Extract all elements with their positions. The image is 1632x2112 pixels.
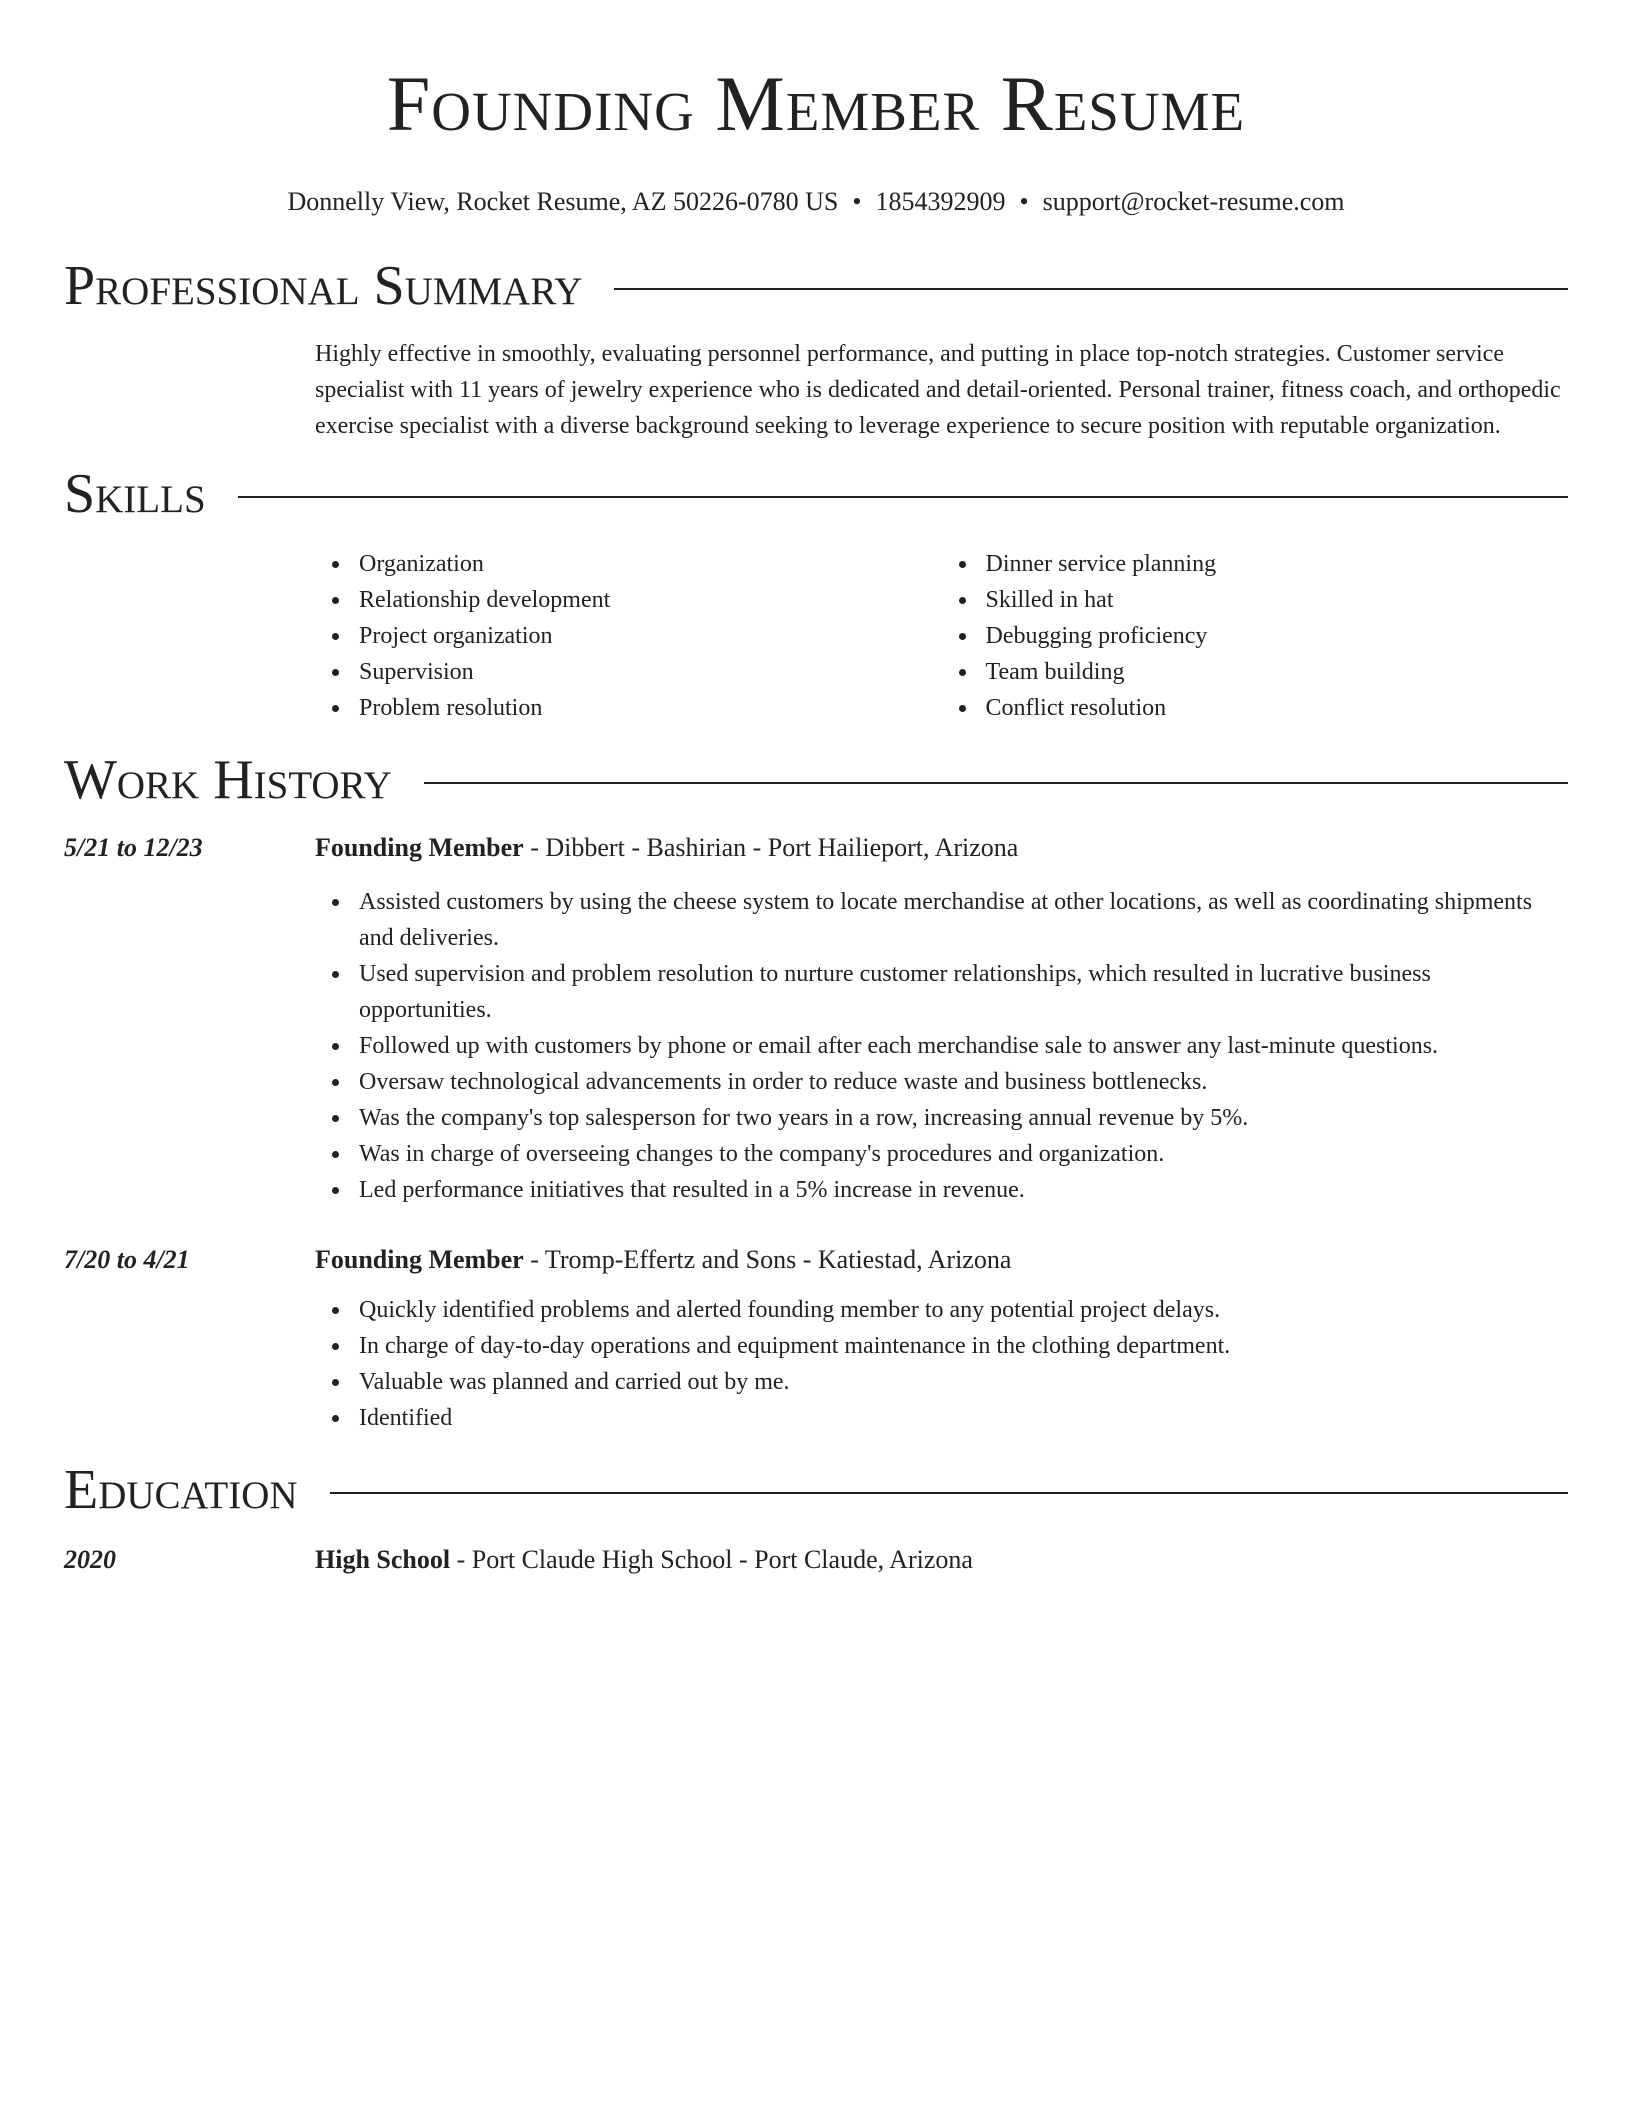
education-degree: High School bbox=[315, 1545, 451, 1574]
contact-email: support@rocket-resume.com bbox=[1042, 187, 1345, 216]
skill-item: Relationship development bbox=[359, 582, 942, 618]
job-content bbox=[315, 1242, 1568, 1436]
skill-item: Dinner service planning bbox=[986, 546, 1569, 582]
section-title-education: Education bbox=[64, 1459, 298, 1521]
skills-list-left bbox=[315, 546, 942, 726]
job-title: Founding Member bbox=[315, 833, 524, 862]
job-bullet: Followed up with customers by phone or email after each merchandise sale to answer any last-minute questions. bbox=[359, 1028, 1568, 1064]
resume-title: Founding Member Resume bbox=[386, 60, 1246, 147]
section-title-skills: Skills bbox=[64, 463, 206, 525]
job-dates: 7/20 to 4/21 bbox=[64, 1245, 190, 1274]
job-title: Founding Member bbox=[315, 1245, 524, 1274]
job-bullet: Identified bbox=[359, 1400, 1568, 1436]
contact-address: Donnelly View, Rocket Resume, AZ 50226-0780 US bbox=[287, 187, 839, 216]
skill-item: Organization bbox=[359, 546, 942, 582]
education-heading bbox=[315, 1542, 1568, 1578]
work-history-header bbox=[64, 750, 1568, 810]
skills-section bbox=[64, 464, 1568, 726]
job-bullet: Led performance initiatives that resulted in a 5% increase in revenue. bbox=[359, 1172, 1568, 1208]
contact-line bbox=[64, 186, 1568, 218]
education-year: 2020 bbox=[64, 1545, 116, 1574]
work-history-section bbox=[64, 750, 1568, 1436]
section-title-summary: Professional Summary bbox=[64, 255, 583, 317]
education-section bbox=[64, 1460, 1568, 1578]
contact-separator: • bbox=[852, 187, 862, 216]
section-divider bbox=[424, 782, 1568, 784]
section-divider bbox=[330, 1492, 1568, 1494]
skill-item: Conflict resolution bbox=[986, 690, 1569, 726]
education-entry bbox=[64, 1542, 1568, 1578]
job-bullet: Valuable was planned and carried out by me. bbox=[359, 1364, 1568, 1400]
skill-item: Supervision bbox=[359, 654, 942, 690]
job-heading bbox=[315, 830, 1568, 866]
summary-header bbox=[64, 256, 1568, 316]
job-employer: - Dibbert - Bashirian - Port Hailieport, Arizona bbox=[523, 833, 1019, 862]
section-divider bbox=[238, 496, 1568, 498]
job-bullet: In charge of day-to-day operations and equipment maintenance in the clothing department. bbox=[359, 1328, 1568, 1364]
skill-item: Project organization bbox=[359, 618, 942, 654]
job-dates: 5/21 to 12/23 bbox=[64, 833, 203, 862]
skill-item: Problem resolution bbox=[359, 690, 942, 726]
job-bullet: Was in charge of overseeing changes to the company's procedures and organization. bbox=[359, 1136, 1568, 1172]
education-school: - Port Claude High School - Port Claude, Arizona bbox=[450, 1545, 973, 1574]
job-bullet: Quickly identified problems and alerted founding member to any potential project delays. bbox=[359, 1292, 1568, 1328]
job-entry bbox=[64, 830, 1568, 1208]
job-bullet: Used supervision and problem resolution to nurture customer relationships, which resulted in lucrative business opportunities. bbox=[359, 956, 1568, 1028]
job-heading bbox=[315, 1242, 1568, 1278]
resume-page bbox=[64, 0, 1568, 1578]
job-bullet: Oversaw technological advancements in order to reduce waste and business bottlenecks. bbox=[359, 1064, 1568, 1100]
job-employer: - Tromp-Effertz and Sons - Katiestad, Arizona bbox=[523, 1245, 1012, 1274]
skill-item: Debugging proficiency bbox=[986, 618, 1569, 654]
skill-item: Skilled in hat bbox=[986, 582, 1569, 618]
job-bullets bbox=[315, 1292, 1568, 1436]
job-entry bbox=[64, 1242, 1568, 1436]
summary-body bbox=[315, 316, 1568, 444]
education-content bbox=[315, 1542, 1568, 1578]
skills-header bbox=[64, 464, 1568, 524]
job-content bbox=[315, 830, 1568, 1208]
skills-body bbox=[315, 524, 1568, 726]
skills-list-right bbox=[942, 546, 1569, 726]
skill-item: Team building bbox=[986, 654, 1569, 690]
education-header bbox=[64, 1460, 1568, 1520]
section-divider bbox=[614, 288, 1568, 290]
job-bullet: Was the company's top salesperson for two years in a row, increasing annual revenue by 5%. bbox=[359, 1100, 1568, 1136]
job-bullet: Assisted customers by using the cheese system to locate merchandise at other locations, as well as coordinating shipments and deliveries. bbox=[359, 884, 1568, 956]
contact-separator: • bbox=[1019, 187, 1029, 216]
job-bullets bbox=[315, 884, 1568, 1208]
summary-text: Highly effective in smoothly, evaluating personnel performance, and putting in place top-notch strategies. Customer service specialist with 11 years of jewelry experience who is dedicated and detail-oriented. Personal trainer, fitness coach, and orthopedic exercise specialist with a diverse background seeking to leverage experience to secure position with reputable organization. bbox=[315, 341, 1561, 439]
summary-section bbox=[64, 256, 1568, 444]
contact-phone: 1854392909 bbox=[875, 187, 1006, 216]
section-title-work-history: Work History bbox=[64, 749, 392, 811]
